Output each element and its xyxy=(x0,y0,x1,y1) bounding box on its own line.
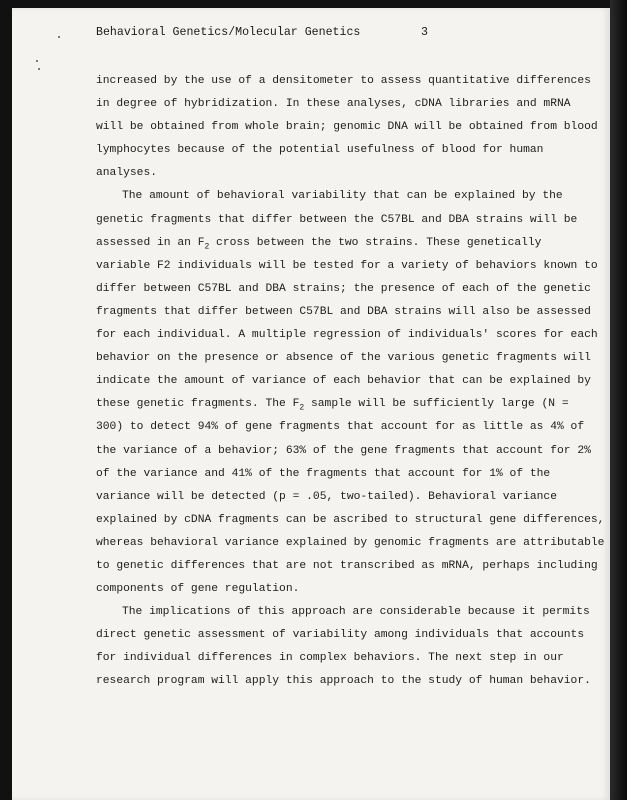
paragraph-start-line: The amount of behavioral variability that can be explained by the xyxy=(122,190,563,203)
text-fragment: assessed in an F xyxy=(96,236,205,249)
text-line: analyses. xyxy=(96,167,158,180)
text-line: genetic fragments that differ between the C57BL and DBA strains will be xyxy=(96,213,578,226)
text-line: to genetic differences that are not transcribed as mRNA, perhaps including xyxy=(96,559,598,572)
paper-speck xyxy=(36,60,38,62)
text-line: increased by the use of a densitometer to assess quantitative differences xyxy=(96,75,591,87)
text-fragment: sample will be sufficiently large (N = xyxy=(304,398,569,411)
text-line: in degree of hybridization. In these analyses, cDNA libraries and mRNA xyxy=(96,98,571,111)
paragraph-start-line: The implications of this approach are considerable because it permits xyxy=(122,606,590,619)
text-line: lymphocytes because of the potential usefulness of blood for human xyxy=(96,144,544,157)
text-line: research program will apply this approach to the study of human behavior. xyxy=(96,675,591,688)
page-edge-shadow xyxy=(610,0,627,800)
text-line: behavior on the presence or absence of the various genetic fragments will xyxy=(96,352,591,365)
page-number: 3 xyxy=(421,26,428,39)
text-line: 300) to detect 94% of gene fragments that account for as little as 4% of xyxy=(96,421,585,434)
subscript: 2 xyxy=(299,403,305,413)
text-fragment: cross between the two strains. These genetically xyxy=(209,236,542,249)
text-line: direct genetic assessment of variability among individuals that accounts xyxy=(96,629,585,642)
text-line: components of gene regulation. xyxy=(96,583,300,596)
text-line: whereas behavioral variance explained by genomic fragments are attributable xyxy=(96,536,605,549)
text-line: explained by cDNA fragments can be ascribed to structural gene differences, xyxy=(96,513,605,526)
text-line: of the variance and 41% of the fragments that account for 1% of the xyxy=(96,467,551,480)
text-line: the variance of a behavior; 63% of the gene fragments that account for 2% xyxy=(96,444,591,457)
header-title: Behavioral Genetics/Molecular Genetics xyxy=(96,26,361,39)
document-page xyxy=(12,8,610,800)
text-line: for each individual. A multiple regression of individuals' scores for each xyxy=(96,329,598,342)
body-text xyxy=(96,70,605,694)
text-fragment: these genetic fragments. The F xyxy=(96,398,300,411)
text-line: indicate the amount of variance of each behavior that can be explained by xyxy=(96,375,591,388)
text-line xyxy=(96,232,542,255)
text-line: will be obtained from whole brain; genomic DNA will be obtained from blood xyxy=(96,121,598,134)
text-line: variable F2 individuals will be tested for a variety of behaviors known to xyxy=(96,259,598,272)
text-line: for individual differences in complex behaviors. The next step in our xyxy=(96,652,564,665)
text-line xyxy=(96,393,569,416)
subscript: 2 xyxy=(204,241,210,251)
paper-speck xyxy=(38,68,40,70)
text-line: variance will be detected (p = .05, two-tailed). Behavioral variance xyxy=(96,490,557,503)
text-line: differ between C57BL and DBA strains; the presence of each of the genetic xyxy=(96,282,591,295)
paper-speck xyxy=(58,36,60,38)
text-line: fragments that differ between C57BL and DBA strains will also be assessed xyxy=(96,305,591,318)
